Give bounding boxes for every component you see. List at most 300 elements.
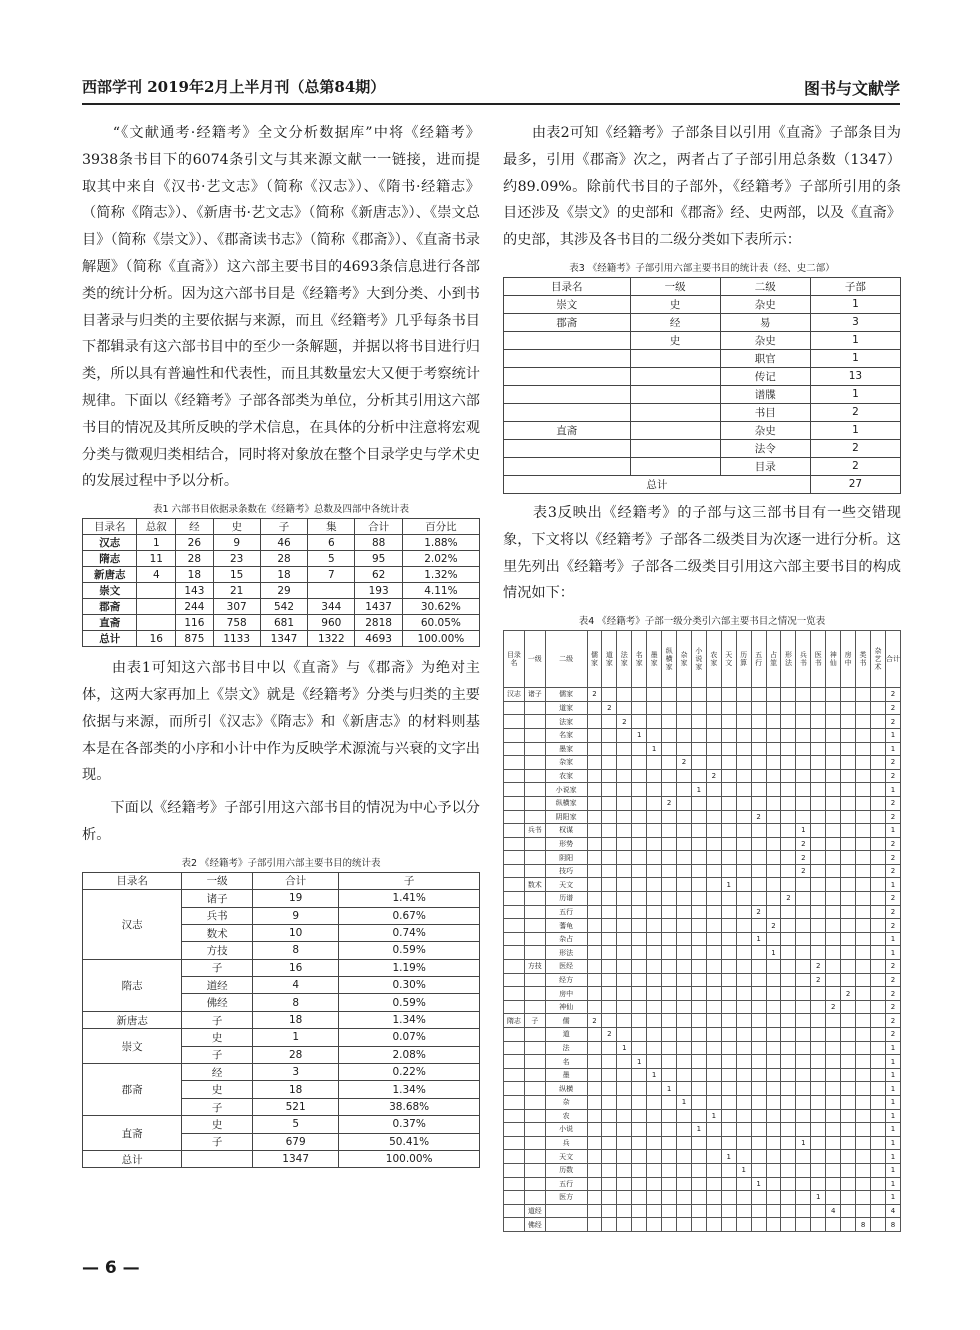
table-row — [83, 551, 480, 567]
table4-level2 — [524, 1041, 545, 1055]
right-column — [503, 120, 901, 1232]
table4-cell — [662, 1000, 677, 1014]
table4-cell — [781, 905, 796, 919]
table4-cell — [721, 973, 736, 987]
table4-total: 2 — [885, 701, 900, 715]
table4-cell — [691, 1136, 706, 1150]
table2-cell: 38.68% — [339, 1098, 480, 1115]
table4-cell — [602, 810, 617, 824]
table4-subclass: 经方 — [545, 973, 587, 987]
table4-cell — [602, 1136, 617, 1150]
table4-cell — [736, 769, 751, 783]
table4-cell — [587, 932, 602, 946]
table4-cell — [602, 905, 617, 919]
table1-cell: 344 — [308, 599, 355, 615]
table4-cell — [826, 1055, 841, 1069]
table4-cell — [677, 1123, 692, 1137]
table1-cell: 542 — [260, 599, 307, 615]
table4-cell — [706, 1204, 721, 1218]
table4-cell — [602, 973, 617, 987]
table4-subclass: 历数 — [545, 1163, 587, 1177]
table4-cell — [871, 742, 886, 756]
table4-cell — [751, 851, 766, 865]
table-row — [504, 367, 901, 385]
table4-cell — [811, 987, 826, 1001]
table4-cell — [662, 742, 677, 756]
table4-cell — [662, 1191, 677, 1205]
table4-cell — [766, 756, 781, 770]
table4-cell — [647, 1163, 662, 1177]
table4-cell — [602, 919, 617, 933]
table4-cell — [691, 742, 706, 756]
table4-level2 — [524, 1000, 545, 1014]
table1-cell: 26 — [176, 535, 213, 551]
table4-cell — [736, 864, 751, 878]
table4-header: 医书 — [811, 631, 826, 688]
table4-cell — [796, 892, 811, 906]
table2-cell: 子 — [182, 1011, 253, 1028]
table4-header: 类书 — [856, 631, 871, 688]
table4-cell — [736, 1177, 751, 1191]
table4-level1 — [504, 1028, 525, 1042]
table3-cell — [630, 367, 720, 385]
table4-cell — [766, 1163, 781, 1177]
table4-cell — [841, 878, 856, 892]
table4-cell — [677, 824, 692, 838]
table4-cell — [736, 1191, 751, 1205]
table-row — [504, 1163, 901, 1177]
table4-cell — [811, 905, 826, 919]
table4-cell — [677, 810, 692, 824]
table3-total: 总计 — [504, 475, 811, 493]
table4-cell — [721, 715, 736, 729]
table4-cell — [811, 796, 826, 810]
table1-cell: 28 — [260, 551, 307, 567]
table4-level1 — [504, 1177, 525, 1191]
table4-cell — [691, 892, 706, 906]
table4-level2: 诸子 — [524, 688, 545, 702]
table4-cell — [647, 946, 662, 960]
table4-subclass: 蓍龟 — [545, 919, 587, 933]
table4-cell — [691, 960, 706, 974]
table4-cell — [856, 1109, 871, 1123]
table4-cell — [677, 851, 692, 865]
table4-cell — [662, 810, 677, 824]
table4-subclass: 杂 — [545, 1095, 587, 1109]
table4-cell — [587, 701, 602, 715]
table4-cell — [587, 1136, 602, 1150]
table4-cell — [871, 1109, 886, 1123]
table2-cell: 0.07% — [339, 1029, 480, 1046]
table4-total: 1 — [885, 1191, 900, 1205]
table4-cell — [781, 1204, 796, 1218]
table4-cell — [647, 1028, 662, 1042]
table4-cell — [781, 1109, 796, 1123]
table2-cell: 521 — [253, 1098, 339, 1115]
table4-cell — [662, 864, 677, 878]
table4-cell — [796, 1068, 811, 1082]
table4-level1 — [504, 1000, 525, 1014]
table4-cell: 1 — [751, 1177, 766, 1191]
table4-cell — [602, 837, 617, 851]
table4-cell — [841, 769, 856, 783]
table1-cell: 244 — [176, 599, 213, 615]
table-row — [504, 864, 901, 878]
table4-cell — [811, 715, 826, 729]
table4-cell — [617, 783, 632, 797]
table4-cell — [751, 1204, 766, 1218]
table4-header: 天文 — [721, 631, 736, 688]
table4-cell — [826, 1123, 841, 1137]
table4-cell — [811, 756, 826, 770]
table4-cell — [841, 837, 856, 851]
table4-cell — [736, 824, 751, 838]
table4-cell — [602, 1204, 617, 1218]
table4-cell — [721, 728, 736, 742]
table4-cell — [811, 1204, 826, 1218]
table4-cell — [587, 810, 602, 824]
table4-cell — [677, 864, 692, 878]
table4-cell — [781, 1055, 796, 1069]
table4-cell — [871, 756, 886, 770]
table4-cell — [781, 878, 796, 892]
table4-cell — [721, 1000, 736, 1014]
table1-cell: 直斋 — [83, 615, 137, 631]
table4-cell — [736, 960, 751, 974]
table1-cell: 2818 — [355, 615, 402, 631]
table4-cell — [781, 701, 796, 715]
table4-cell — [781, 742, 796, 756]
table4-cell — [706, 851, 721, 865]
table4-cell — [617, 1204, 632, 1218]
table4-level1 — [504, 1082, 525, 1096]
table4-cell — [617, 688, 632, 702]
table4-cell — [736, 1055, 751, 1069]
table3-cell — [630, 403, 720, 421]
table3-cell: 谱牒 — [720, 385, 810, 403]
right-body-2 — [503, 500, 901, 607]
table4-cell — [766, 1191, 781, 1205]
table4-cell — [706, 1136, 721, 1150]
table4-cell — [647, 1082, 662, 1096]
table4-cell — [662, 769, 677, 783]
table4-cell — [632, 1163, 647, 1177]
table4-cell — [856, 1136, 871, 1150]
table4-level2 — [524, 1095, 545, 1109]
table-row — [504, 1055, 901, 1069]
table3-cell: 1 — [810, 295, 900, 313]
table4-cell — [677, 878, 692, 892]
table4-cell — [587, 878, 602, 892]
table4-cell — [617, 960, 632, 974]
table4-cell — [721, 1136, 736, 1150]
table3-cell: 崇文 — [504, 295, 631, 313]
table4-header: 杂艺术 — [871, 631, 886, 688]
table4-cell — [587, 1123, 602, 1137]
table4-cell — [826, 688, 841, 702]
table4-cell — [632, 1095, 647, 1109]
table4-total: 1 — [885, 1136, 900, 1150]
table4-level1 — [504, 1218, 525, 1232]
table4-cell — [647, 769, 662, 783]
table3-cell — [630, 385, 720, 403]
table4-cell — [826, 905, 841, 919]
table4-cell — [602, 1177, 617, 1191]
table-row — [504, 475, 901, 493]
table1-cell: 1322 — [308, 631, 355, 647]
table4-cell: 2 — [841, 987, 856, 1001]
table4-cell — [632, 756, 647, 770]
table4-cell — [721, 1055, 736, 1069]
table4-cell: 1 — [721, 1150, 736, 1164]
table4-cell — [796, 919, 811, 933]
table-row — [504, 1136, 901, 1150]
table4-cell — [706, 1123, 721, 1137]
table4-cell — [781, 1123, 796, 1137]
table4-cell — [736, 1000, 751, 1014]
table4-cell — [691, 1082, 706, 1096]
table4-cell — [617, 1218, 632, 1232]
table4-cell — [632, 878, 647, 892]
table4-cell — [781, 1028, 796, 1042]
table4-cell — [751, 728, 766, 742]
table4-total: 1 — [885, 1123, 900, 1137]
table4-cell — [721, 1095, 736, 1109]
table4-cell — [647, 1191, 662, 1205]
table4-level2: 兵书 — [524, 824, 545, 838]
table4-cell — [841, 1068, 856, 1082]
table3-cell: 2 — [810, 403, 900, 421]
table4-subclass: 小说家 — [545, 783, 587, 797]
table4-cell — [602, 1163, 617, 1177]
table3-cell: 1 — [810, 349, 900, 367]
table4-cell — [677, 1177, 692, 1191]
table4-cell: 2 — [602, 701, 617, 715]
table4-cell — [721, 783, 736, 797]
table1-cell: 193 — [355, 583, 402, 599]
table4-cell — [736, 715, 751, 729]
table2-cell: 1 — [253, 1029, 339, 1046]
table4-cell: 2 — [706, 769, 721, 783]
table4-cell — [766, 1041, 781, 1055]
table4-cell — [587, 1163, 602, 1177]
table-row — [83, 631, 480, 647]
table4-cell — [751, 1136, 766, 1150]
table4-cell — [751, 824, 766, 838]
table4-cell — [871, 1014, 886, 1028]
table4-cell: 2 — [751, 810, 766, 824]
table4-subclass: 五行 — [545, 1177, 587, 1191]
table4-cell — [796, 1177, 811, 1191]
table4-cell — [602, 756, 617, 770]
table4-cell — [677, 1014, 692, 1028]
table4-cell — [602, 1000, 617, 1014]
table3-cell: 杂史 — [720, 331, 810, 349]
table4-cell — [751, 1000, 766, 1014]
table3-cell: 杂史 — [720, 295, 810, 313]
table-row — [504, 1123, 901, 1137]
table4-cell — [826, 987, 841, 1001]
table4-subclass: 墨 — [545, 1068, 587, 1082]
table4-cell — [662, 987, 677, 1001]
table4-cell — [826, 878, 841, 892]
table4-cell — [632, 987, 647, 1001]
table4-cell: 1 — [677, 1095, 692, 1109]
table4-level2: 方技 — [524, 960, 545, 974]
table4-cell — [871, 1177, 886, 1191]
table4-cell — [691, 987, 706, 1001]
table2-cell: 史 — [182, 1029, 253, 1046]
table4-cell: 1 — [706, 1109, 721, 1123]
table4-cell — [796, 1191, 811, 1205]
table4-level2 — [524, 946, 545, 960]
table4-cell — [691, 824, 706, 838]
table1-cell: 23 — [213, 551, 260, 567]
table-row — [504, 1150, 901, 1164]
table4-cell — [662, 1123, 677, 1137]
table4-cell — [796, 973, 811, 987]
table-row — [504, 756, 901, 770]
table4-cell — [721, 892, 736, 906]
table4-cell — [736, 701, 751, 715]
table4-cell — [766, 1082, 781, 1096]
table4-cell — [766, 1068, 781, 1082]
table4-cell — [647, 973, 662, 987]
table4-cell — [811, 1163, 826, 1177]
table4-cell — [856, 701, 871, 715]
table4-cell — [826, 783, 841, 797]
table-row — [504, 987, 901, 1001]
table4-cell — [632, 1028, 647, 1042]
table4-level1 — [504, 851, 525, 865]
table4-cell — [736, 1041, 751, 1055]
table4-cell — [677, 837, 692, 851]
table4-cell — [826, 796, 841, 810]
table4-cell — [647, 688, 662, 702]
table4-cell — [587, 1055, 602, 1069]
table4-cell — [781, 932, 796, 946]
table1-cell: 30.62% — [402, 599, 479, 615]
table2-total: 总计 — [83, 1150, 182, 1167]
table4-cell — [647, 1014, 662, 1028]
table4-cell — [632, 905, 647, 919]
table4-level1 — [504, 973, 525, 987]
table4-level2 — [524, 1177, 545, 1191]
table4-level2: 子 — [524, 1014, 545, 1028]
table4-level2 — [524, 756, 545, 770]
table4-cell — [871, 1041, 886, 1055]
table4-cell — [841, 1014, 856, 1028]
table2-cell: 19 — [253, 890, 339, 907]
table4-total: 2 — [885, 756, 900, 770]
table4-cell — [677, 932, 692, 946]
table4-cell — [811, 1014, 826, 1028]
table4-cell — [706, 1000, 721, 1014]
table4-cell — [677, 796, 692, 810]
table4-cell — [796, 1082, 811, 1096]
table4-cell — [841, 701, 856, 715]
table4-cell — [871, 837, 886, 851]
table4-cell — [647, 1177, 662, 1191]
table4-cell — [677, 1218, 692, 1232]
table4-cell — [811, 837, 826, 851]
table4-cell — [647, 756, 662, 770]
table4-cell: 2 — [796, 837, 811, 851]
table-row — [83, 615, 480, 631]
table4-cell — [632, 946, 647, 960]
table4-cell — [647, 824, 662, 838]
table2-cell: 5 — [253, 1116, 339, 1133]
table4-level2: 道经 — [524, 1204, 545, 1218]
table4-cell — [826, 1136, 841, 1150]
table4-cell — [691, 1191, 706, 1205]
table4-cell — [751, 715, 766, 729]
table4-cell — [677, 688, 692, 702]
table4-cell — [871, 1095, 886, 1109]
table4-cell — [796, 960, 811, 974]
table4-cell — [677, 973, 692, 987]
table4-cell — [632, 742, 647, 756]
table4-cell — [781, 1150, 796, 1164]
table-row — [504, 385, 901, 403]
table1 — [82, 518, 480, 647]
table4-cell — [602, 1055, 617, 1069]
table4-cell — [602, 987, 617, 1001]
table4-cell — [617, 769, 632, 783]
table4-level2 — [524, 1109, 545, 1123]
table4-cell — [602, 688, 617, 702]
table4-cell — [751, 1055, 766, 1069]
table4-level1 — [504, 796, 525, 810]
table4-cell — [587, 987, 602, 1001]
table4-total: 1 — [885, 1109, 900, 1123]
table4-cell — [617, 1068, 632, 1082]
table4-cell — [766, 715, 781, 729]
table4-cell — [677, 919, 692, 933]
table4-cell — [796, 1095, 811, 1109]
table3-cell: 史 — [630, 295, 720, 313]
table4-cell — [647, 810, 662, 824]
table4-cell — [856, 851, 871, 865]
table4-cell — [632, 769, 647, 783]
table4-cell — [602, 715, 617, 729]
table4-cell — [871, 1123, 886, 1137]
table4-cell — [662, 1204, 677, 1218]
table2 — [82, 872, 480, 1169]
table-row — [83, 1116, 480, 1133]
table4-cell — [706, 864, 721, 878]
table2-cell: 16 — [253, 959, 339, 976]
table-row — [504, 851, 901, 865]
table4-cell — [721, 946, 736, 960]
table4-cell — [796, 728, 811, 742]
table4-total: 2 — [885, 810, 900, 824]
table2-cell: 1.34% — [339, 1011, 480, 1028]
table4-cell — [691, 946, 706, 960]
table4-cell — [721, 1041, 736, 1055]
table4-cell — [721, 960, 736, 974]
table4-cell — [647, 878, 662, 892]
table4-cell — [647, 1204, 662, 1218]
table4-cell — [781, 864, 796, 878]
table4-cell — [587, 1028, 602, 1042]
table3-cell — [630, 439, 720, 457]
table-row — [504, 905, 901, 919]
table4-cell — [766, 810, 781, 824]
table2-cell: 18 — [253, 1011, 339, 1028]
table4-cell: 2 — [662, 796, 677, 810]
table4-cell — [826, 960, 841, 974]
